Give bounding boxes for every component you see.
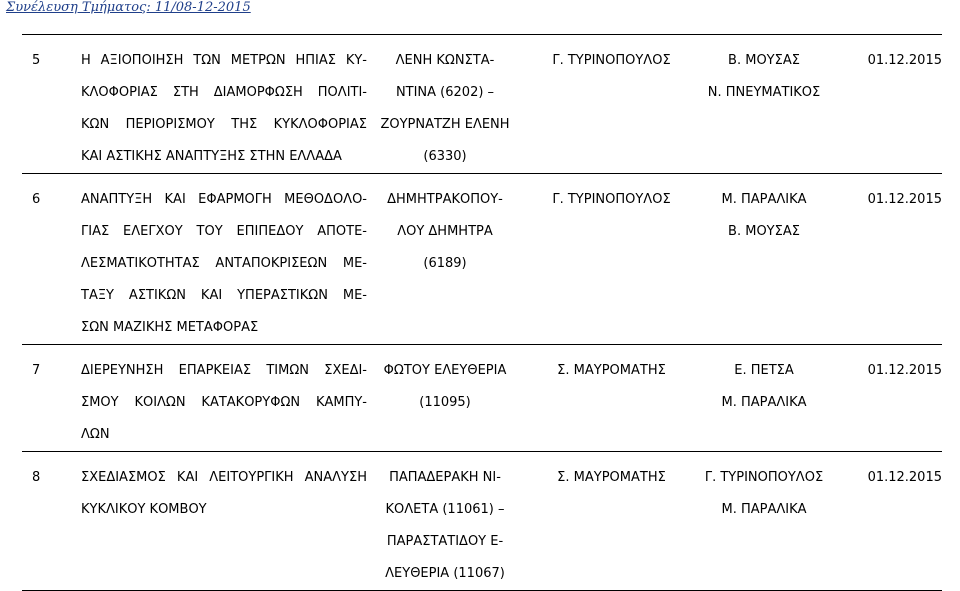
committee-members-line: Ν. ΠΝΕΥΜΑΤΙΚΟΣ (707, 85, 821, 100)
committee-members-line: Μ. ΠΑΡΑΛΙΚΑ (721, 395, 807, 410)
thesis-title (81, 174, 367, 345)
row-number: 6 (22, 174, 81, 345)
thesis-title-line: ΑΝΑΠΤΥΞΗ ΚΑΙ ΕΦΑΡΜΟΓΗ ΜΕΘΟΔΟΛΟ- (81, 192, 367, 207)
student-names (367, 35, 523, 174)
supervisor-line: Σ. ΜΑΥΡΟΜΑΤΗΣ (557, 470, 666, 485)
student-names-line: ΔΗΜΗΤΡΑΚΟΠΟΥ- (387, 192, 503, 207)
exam-date: 01.12.2015 (844, 452, 942, 591)
thesis-title (81, 345, 367, 452)
student-names-line: ΛΕΥΘΕΡΙΑ (11067) (385, 566, 505, 581)
table-row (22, 174, 942, 345)
committee-members (684, 174, 844, 345)
thesis-title (81, 35, 367, 174)
row-number: 7 (22, 345, 81, 452)
exam-date: 01.12.2015 (844, 345, 942, 452)
committee-members-line: Ε. ΠΕΤΣΑ (734, 363, 794, 378)
row-number: 8 (22, 452, 81, 591)
thesis-title-line: ΤΑΞΥ ΑΣΤΙΚΩΝ ΚΑΙ ΥΠΕΡΑΣΤΙΚΩΝ ΜΕ- (81, 288, 367, 303)
thesis-title-line: ΛΕΣΜΑΤΙΚΟΤΗΤΑΣ ΑΝΤΑΠΟΚΡΙΣΕΩΝ ΜΕ- (81, 256, 367, 271)
thesis-title-line: ΚΥΚΛΙΚΟΥ ΚΟΜΒΟΥ (81, 502, 207, 517)
exam-date: 01.12.2015 (844, 35, 942, 174)
table-row (22, 35, 942, 174)
thesis-title-line: ΚΑΙ ΑΣΤΙΚΗΣ ΑΝΑΠΤΥΞΗΣ ΣΤΗΝ ΕΛΛΑΔΑ (81, 149, 342, 164)
committee-members-line: Γ. ΤΥΡΙΝΟΠΟΥΛΟΣ (704, 470, 824, 485)
committee-members-line: Μ. ΠΑΡΑΛΙΚΑ (721, 192, 807, 207)
thesis-title-line: ΛΩΝ (81, 427, 110, 442)
student-names-line: (11095) (419, 395, 471, 410)
thesis-title-line: ΣΧΕΔΙΑΣΜΟΣ ΚΑΙ ΛΕΙΤΟΥΡΓΙΚΗ ΑΝΑΛΥΣΗ (81, 470, 367, 485)
committee-members-line: Μ. ΠΑΡΑΛΙΚΑ (721, 502, 807, 517)
thesis-title-line: ΚΩΝ ΠΕΡΙΟΡΙΣΜΟΥ ΤΗΣ ΚΥΚΛΟΦΟΡΙΑΣ (81, 117, 367, 132)
student-names-line: ΝΤΙΝΑ (6202) – (395, 85, 495, 100)
student-names-line: ΖΟΥΡΝΑΤΖΗ ΕΛΕΝΗ (380, 117, 510, 132)
committee-members-line: Β. ΜΟΥΣΑΣ (728, 224, 800, 239)
thesis-title (81, 452, 367, 591)
student-names-line: ΠΑΡΑΣΤΑΤΙΔΟΥ Ε- (386, 534, 504, 549)
committee-members-line: Β. ΜΟΥΣΑΣ (728, 53, 800, 68)
supervisor (523, 452, 684, 591)
student-names-line: ΛΕΝΗ ΚΩΝΣΤΑ- (395, 53, 495, 68)
supervisor-line: Σ. ΜΑΥΡΟΜΑΤΗΣ (557, 363, 666, 378)
committee-members (684, 452, 844, 591)
student-names (367, 345, 523, 452)
supervisor-line: Γ. ΤΥΡΙΝΟΠΟΥΛΟΣ (552, 53, 671, 68)
table-row (22, 452, 942, 591)
supervisor-line: Γ. ΤΥΡΙΝΟΠΟΥΛΟΣ (552, 192, 671, 207)
student-names-line: ΠΑΠΑΔΕΡΑΚΗ ΝΙ- (389, 470, 501, 485)
student-names-line: (6189) (423, 256, 467, 271)
student-names (367, 452, 523, 591)
committee-members (684, 35, 844, 174)
thesis-title-line: Η ΑΞΙΟΠΟΙΗΣΗ ΤΩΝ ΜΕΤΡΩΝ ΗΠΙΑΣ ΚΥ- (81, 53, 367, 68)
thesis-title-line: ΣΜΟΥ ΚΟΙΛΩΝ ΚΑΤΑΚΟΡΥΦΩΝ ΚΑΜΠΥ- (81, 395, 367, 410)
thesis-title-line: ΣΩΝ ΜΑΖΙΚΗΣ ΜΕΤΑΦΟΡΑΣ (81, 320, 259, 335)
supervisor (523, 345, 684, 452)
row-number: 5 (22, 35, 81, 174)
supervisor (523, 35, 684, 174)
exam-date: 01.12.2015 (844, 174, 942, 345)
table-row (22, 345, 942, 452)
thesis-table (22, 34, 942, 591)
page-header: Συνέλευση Τμήματος: 11/08-12-2015 (6, 0, 251, 15)
supervisor (523, 174, 684, 345)
thesis-title-line: ΓΙΑΣ ΕΛΕΓΧΟΥ ΤΟΥ ΕΠΙΠΕΔΟΥ ΑΠΟΤΕ- (81, 224, 367, 239)
student-names-line: ΛΟΥ ΔΗΜΗΤΡΑ (397, 224, 493, 239)
thesis-title-line: ΔΙΕΡΕΥΝΗΣΗ ΕΠΑΡΚΕΙΑΣ ΤΙΜΩΝ ΣΧΕΔΙ- (81, 363, 367, 378)
student-names-line: (6330) (423, 149, 467, 164)
student-names-line: ΦΩΤΟΥ ΕΛΕΥΘΕΡΙΑ (383, 363, 507, 378)
student-names-line: ΚΟΛΕΤΑ (11061) – (385, 502, 505, 517)
student-names (367, 174, 523, 345)
thesis-title-line: ΚΛΟΦΟΡΙΑΣ ΣΤΗ ΔΙΑΜΟΡΦΩΣΗ ΠΟΛΙΤΙ- (81, 85, 367, 100)
committee-members (684, 345, 844, 452)
